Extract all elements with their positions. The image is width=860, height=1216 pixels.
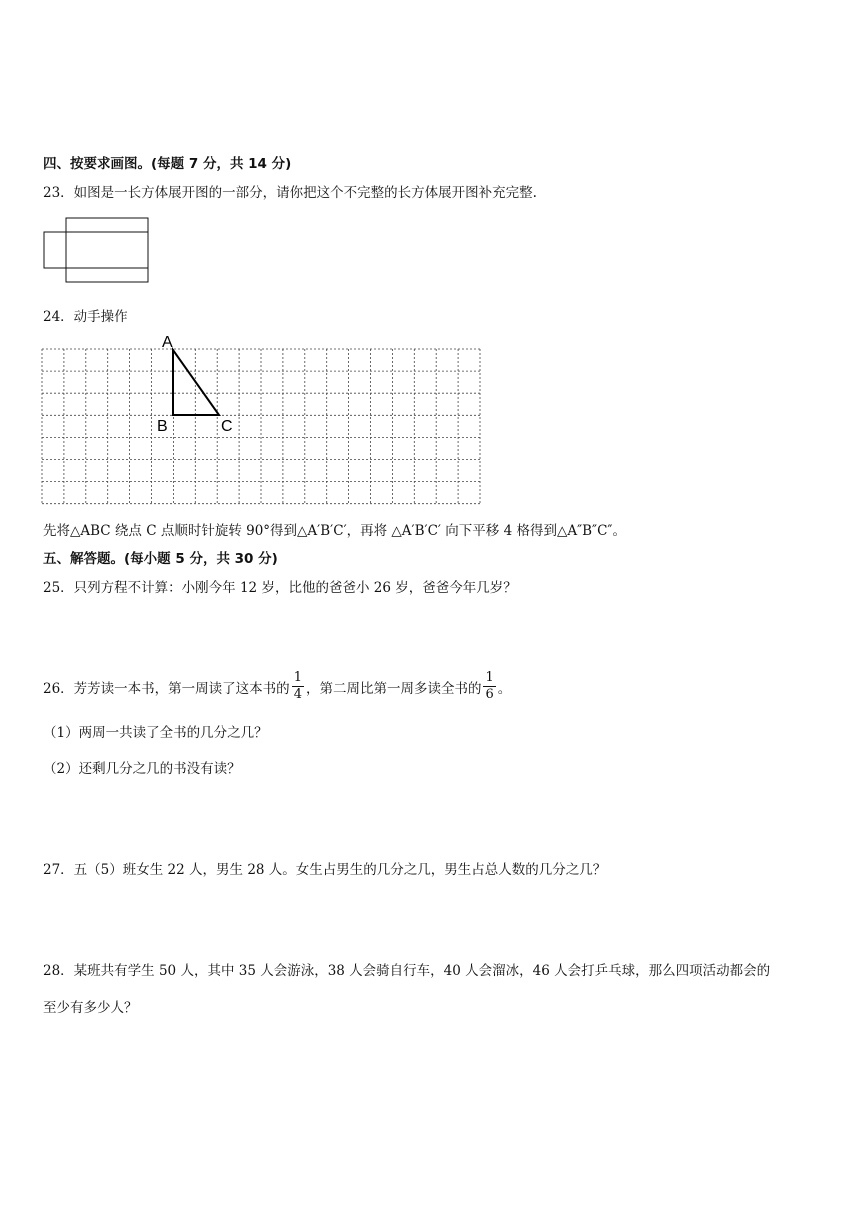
question-28-line1: 28．某班共有学生 50 人，其中 35 人会游泳，38 人会骑自行车，40 人会溜冰，46 人会打乒乓球，那么四项活动都会的 xyxy=(43,963,771,979)
question-23-text: 23．如图是一长方体展开图的一部分，请你把这个不完整的长方体展开图补充完整. xyxy=(43,185,537,201)
grid-lines xyxy=(42,349,480,504)
fraction-one-quarter xyxy=(292,670,304,703)
question-27-text: 27．五（5）班女生 22 人，男生 28 人。女生占男生的几分之几，男生占总人数的几分之几？ xyxy=(43,862,607,878)
question-26-sub2: （2）还剩几分之几的书没有读？ xyxy=(43,761,241,777)
section4-heading: 四、按要求画图。(每题 7 分，共 14 分) xyxy=(43,156,292,172)
net-side-rect xyxy=(44,232,66,268)
triangle-abc xyxy=(173,350,219,415)
fraction2-numerator: 1 xyxy=(485,670,494,685)
question-25-text: 25．只列方程不计算：小刚今年 12 岁，比他的爸爸小 26 岁，爸爸今年几岁？ xyxy=(43,580,517,596)
fraction1-denominator: 4 xyxy=(293,687,302,702)
question-24-text: 24．动手操作 xyxy=(43,309,128,325)
fraction2-denominator: 6 xyxy=(485,687,494,702)
question-26-text xyxy=(43,670,511,703)
q26-part2: ，第二周比第一周多读全书的 xyxy=(305,680,482,697)
section5-heading: 五、解答题。(每小题 5 分，共 30 分) xyxy=(43,551,278,567)
question-24-instruction: 先将△ABC 绕点 C 点顺时针旋转 90°得到△A′B′C′，再将 △A′B′C′ 向下平移 4 格得到△A″B″C″。 xyxy=(43,523,626,539)
label-b: B xyxy=(157,418,168,435)
fraction1-numerator: 1 xyxy=(293,670,302,685)
label-a: A xyxy=(162,334,173,351)
net-outer-rect xyxy=(66,218,148,282)
cuboid-net-figure xyxy=(40,214,154,286)
label-c: C xyxy=(221,418,233,435)
q26-part1: 26．芳芳读一本书，第一周读了这本书的 xyxy=(43,680,290,697)
q26-part3: 。 xyxy=(497,680,512,697)
fraction-one-sixth xyxy=(483,670,495,703)
grid-figure xyxy=(38,330,488,510)
question-28-line2: 至少有多少人？ xyxy=(43,1000,138,1016)
question-26-sub1: （1）两周一共读了全书的几分之几？ xyxy=(43,725,268,741)
